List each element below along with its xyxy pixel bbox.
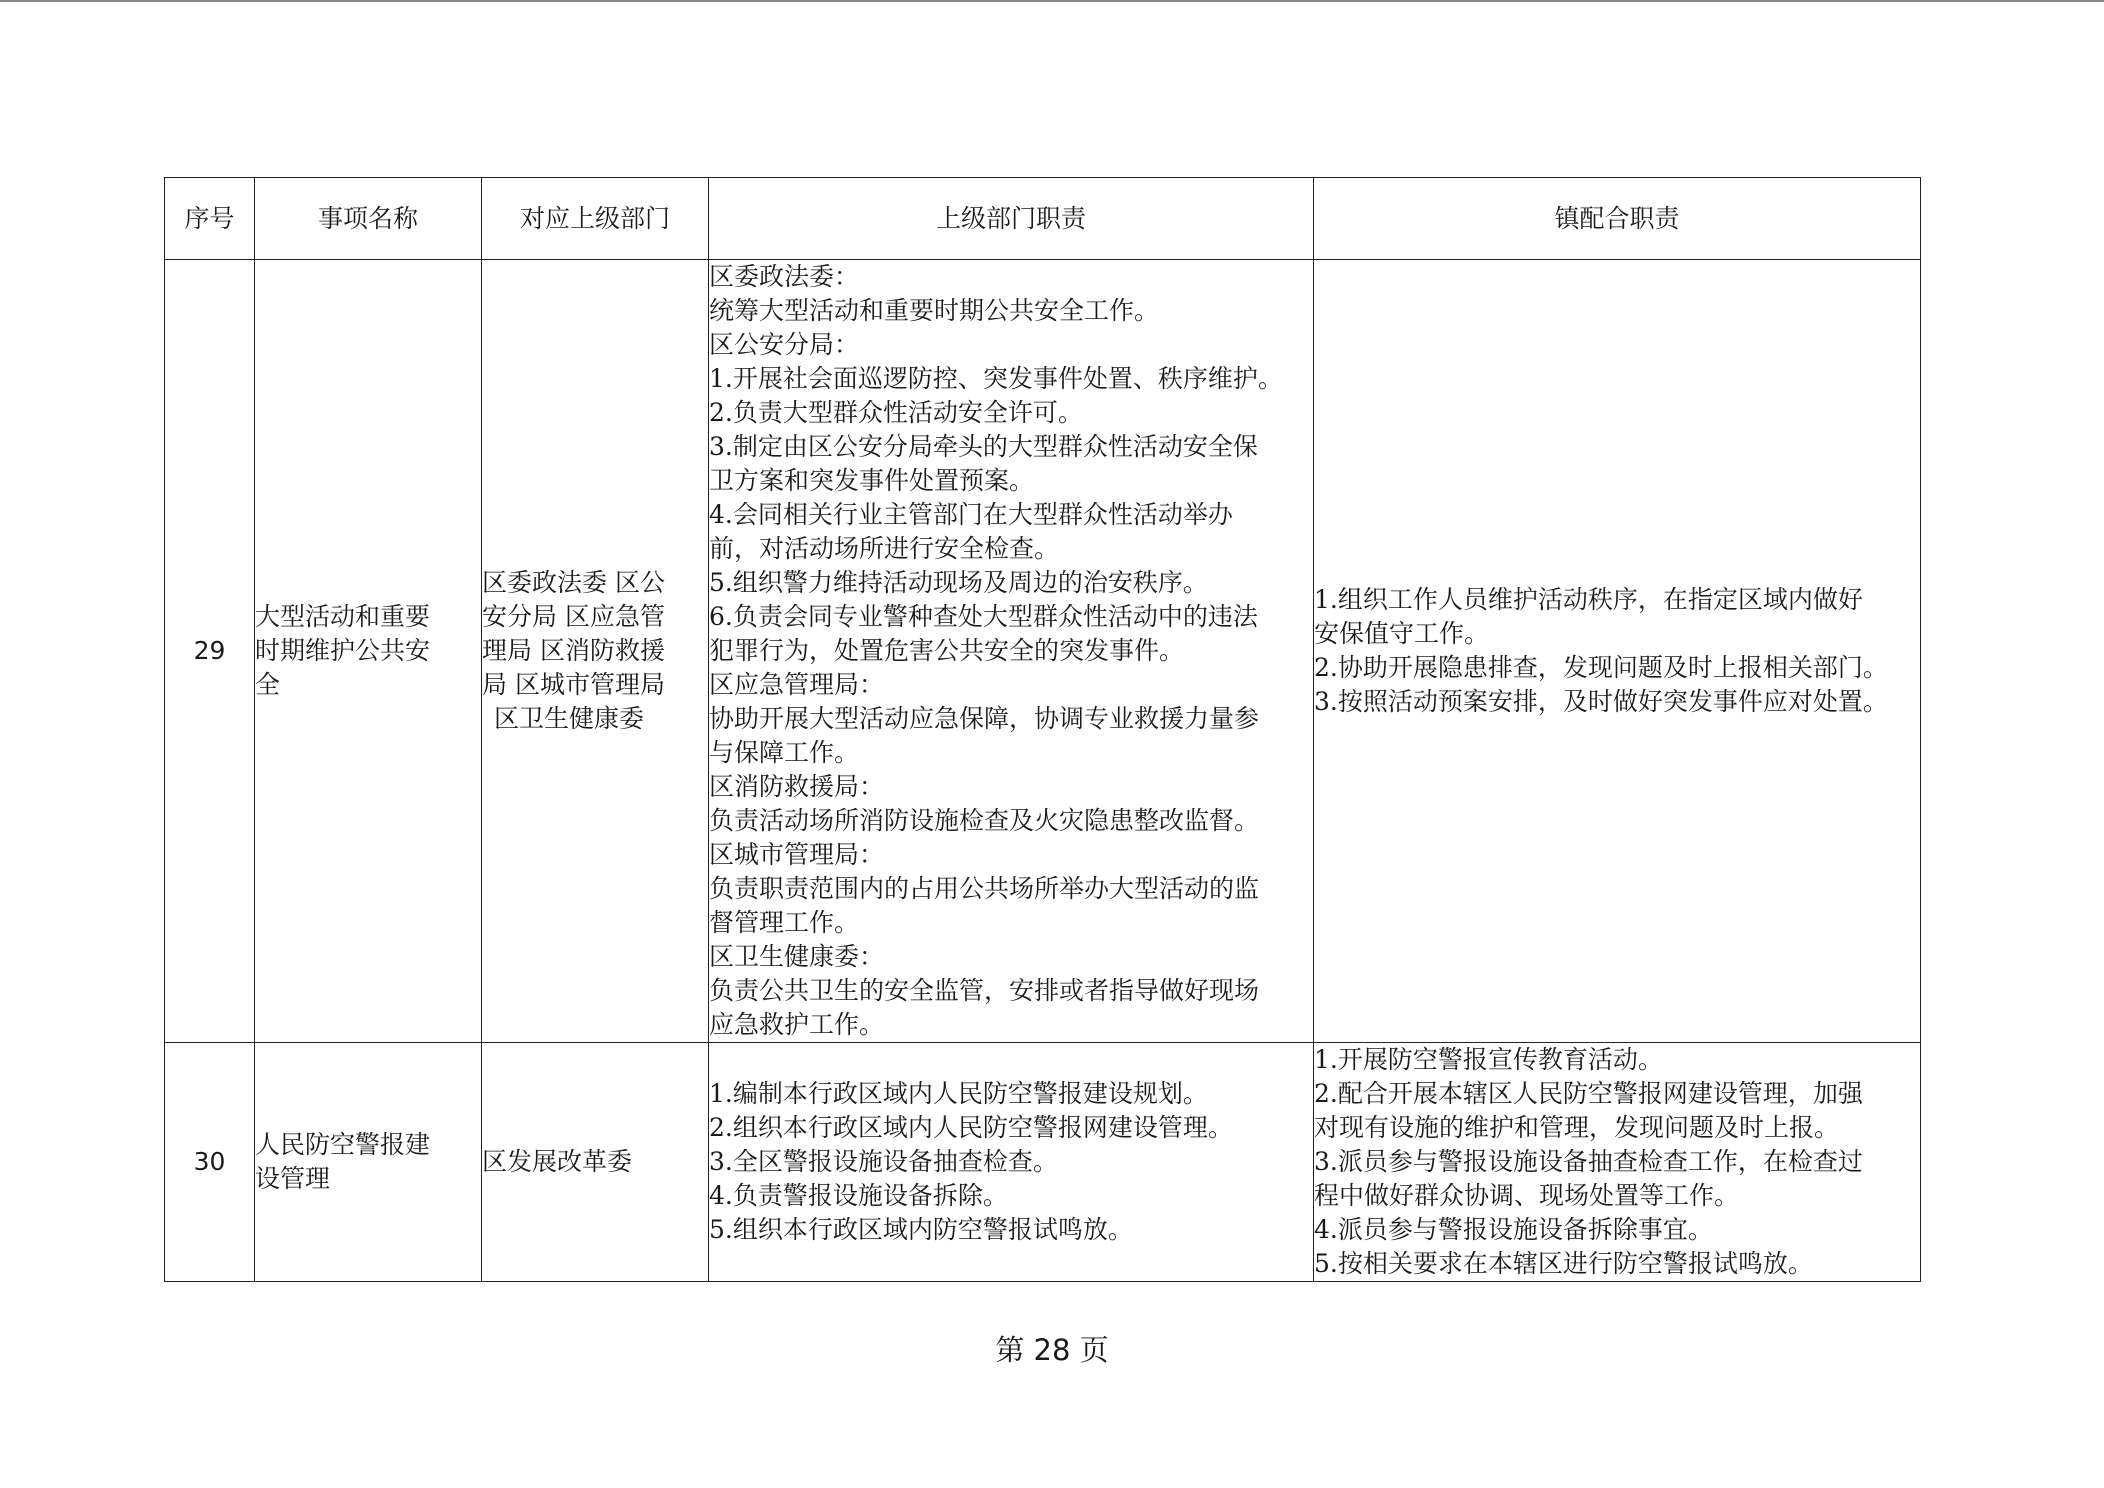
header-town-duties: 镇配合职责	[1314, 178, 1921, 260]
duty-line: 程中做好群众协调、现场处置等工作。	[1314, 1181, 1740, 1210]
item-name-line: 大型活动和重要	[255, 602, 431, 631]
duty-line: 3.制定由区公安分局牵头的大型群众性活动安全保	[709, 432, 1258, 461]
duty-line: 5.按相关要求在本辖区进行防空警报试鸣放。	[1314, 1249, 1813, 1278]
duty-line: 2.组织本行政区域内人民防空警报网建设管理。	[709, 1113, 1233, 1142]
item-name-line: 设管理	[255, 1164, 331, 1193]
duty-table	[164, 177, 1921, 1282]
page-number-footer	[0, 1330, 2104, 1370]
duty-line: 犯罪行为，处置危害公共安全的突发事件。	[709, 636, 1185, 665]
duty-line: 统筹大型活动和重要时期公共安全工作。	[709, 296, 1160, 325]
duty-line: 对现有设施的维护和管理，发现问题及时上报。	[1314, 1113, 1840, 1142]
department-cell	[482, 260, 709, 1043]
duty-line: 与保障工作。	[709, 738, 860, 767]
duty-line: 2.负责大型群众性活动安全许可。	[709, 398, 1083, 427]
duty-line: 3.全区警报设施设备抽查检查。	[709, 1147, 1058, 1176]
duty-line: 3.按照活动预案安排，及时做好突发事件应对处置。	[1314, 687, 1888, 716]
duty-line: 4.会同相关行业主管部门在大型群众性活动举办	[709, 500, 1233, 529]
header-item-name: 事项名称	[255, 178, 482, 260]
department-cell	[482, 1043, 709, 1282]
department-line: 区发展改革委	[482, 1147, 633, 1176]
item-name-cell	[255, 1043, 482, 1282]
department-line: 局 区城市管理局	[482, 670, 665, 699]
item-name-line: 人民防空警报建	[255, 1130, 431, 1159]
duty-line: 2.配合开展本辖区人民防空警报网建设管理，加强	[1314, 1079, 1863, 1108]
duty-line: 前，对活动场所进行安全检查。	[709, 534, 1060, 563]
department-line: 区委政法委 区公	[482, 568, 665, 597]
duty-line: 负责职责范围内的占用公共场所举办大型活动的监	[709, 874, 1260, 903]
item-name-line: 全	[255, 670, 281, 699]
duty-line: 1.开展社会面巡逻防控、突发事件处置、秩序维护。	[709, 364, 1283, 393]
item-name-cell	[255, 260, 482, 1043]
duty-line: 5.组织本行政区域内防空警报试鸣放。	[709, 1215, 1133, 1244]
page-top-border	[0, 0, 2104, 2]
table-row	[165, 1043, 1921, 1282]
duty-line: 负责公共卫生的安全监管，安排或者指导做好现场	[709, 976, 1260, 1005]
page-number: 28	[1033, 1333, 1071, 1367]
duty-line: 2.协助开展隐患排查，发现问题及时上报相关部门。	[1314, 653, 1888, 682]
header-superior-department: 对应上级部门	[482, 178, 709, 260]
duty-line: 5.组织警力维持活动现场及周边的治安秩序。	[709, 568, 1208, 597]
town-duties-cell	[1314, 1043, 1921, 1282]
table-header-row	[165, 178, 1921, 260]
duty-line: 4.负责警报设施设备拆除。	[709, 1181, 1008, 1210]
duty-line: 负责活动场所消防设施检查及火灾隐患整改监督。	[709, 806, 1260, 835]
header-serial-number: 序号	[165, 178, 255, 260]
duty-line: 区委政法委：	[709, 262, 860, 291]
duty-line: 3.派员参与警报设施设备抽查检查工作，在检查过	[1314, 1147, 1863, 1176]
duty-line: 安保值守工作。	[1314, 619, 1490, 648]
superior-duties-cell	[709, 260, 1314, 1043]
duty-line: 区城市管理局：	[709, 840, 885, 869]
department-line: 区卫生健康委	[494, 704, 645, 733]
department-line: 理局 区消防救援	[482, 636, 665, 665]
item-name-line: 时期维护公共安	[255, 636, 431, 665]
duty-line: 1.编制本行政区域内人民防空警报建设规划。	[709, 1079, 1208, 1108]
duty-line: 6.负责会同专业警种查处大型群众性活动中的违法	[709, 602, 1258, 631]
duty-line: 区应急管理局：	[709, 670, 885, 699]
serial-number-cell: 30	[165, 1043, 255, 1282]
duty-line: 1.组织工作人员维护活动秩序，在指定区域内做好	[1314, 585, 1863, 614]
duty-line: 区公安分局：	[709, 330, 860, 359]
serial-number-cell: 29	[165, 260, 255, 1043]
page-number-suffix: 页	[1079, 1333, 1109, 1367]
department-line: 安分局 区应急管	[482, 602, 665, 631]
town-duties-cell	[1314, 260, 1921, 1043]
duty-line: 4.派员参与警报设施设备拆除事宜。	[1314, 1215, 1713, 1244]
page-number-prefix: 第	[995, 1333, 1025, 1367]
superior-duties-cell	[709, 1043, 1314, 1282]
table-row	[165, 260, 1921, 1043]
header-superior-duties: 上级部门职责	[709, 178, 1314, 260]
duty-line: 督管理工作。	[709, 908, 860, 937]
duty-line: 区消防救援局：	[709, 772, 885, 801]
duty-line: 1.开展防空警报宣传教育活动。	[1314, 1045, 1663, 1074]
duty-line: 卫方案和突发事件处置预案。	[709, 466, 1035, 495]
duty-line: 区卫生健康委：	[709, 942, 885, 971]
duty-line: 协助开展大型活动应急保障，协调专业救援力量参	[709, 704, 1260, 733]
duty-line: 应急救护工作。	[709, 1010, 885, 1039]
